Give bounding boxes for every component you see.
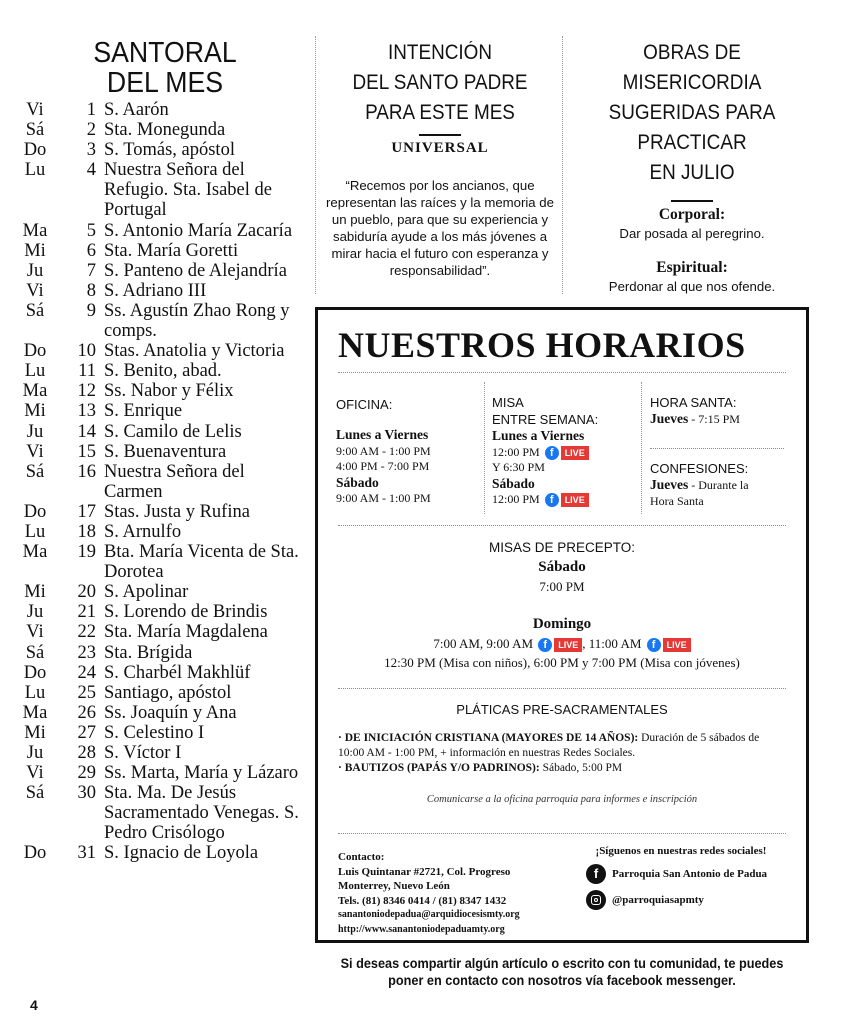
day-number: 25: [77, 682, 96, 703]
precept-sunday-times: 7:00 AM, 9:00 AM f LIVE , 11:00 AM f LIVE: [318, 634, 806, 653]
dotted-divider: [338, 372, 786, 373]
works-of-mercy-title: OBRAS DE MISERICORDIA SUGERIDAS PARA PRACTICAR EN JULIO: [608, 41, 776, 184]
saint-name: S. Camilo de Lelis: [104, 421, 242, 442]
saint-row: [0, 703, 310, 723]
facebook-live-badge[interactable]: [538, 638, 582, 652]
column-divider: [562, 36, 563, 294]
day-number: 2: [86, 120, 96, 141]
contact-phones: Tels. (81) 8346 0414 / (81) 8347 1432: [338, 894, 507, 907]
confessions-label: CONFESIONES:: [650, 461, 749, 476]
day-number: 12: [77, 381, 96, 402]
confessions-time: Hora Santa: [650, 493, 704, 508]
saint-row: [0, 221, 310, 241]
weekday: Do: [23, 662, 47, 683]
weekday-label: ENTRE SEMANA:: [492, 412, 599, 427]
mass-label: MISA: [492, 395, 524, 410]
saint-row: [0, 160, 310, 220]
saint-name: Sta. Monegunda: [104, 120, 226, 141]
saint-name: Stas. Anatolia y Victoria: [104, 341, 285, 362]
intention-quote: “Recemos por los ancianos, que representan las raíces y la memoria de un pueblo, para que su experiencia y sabiduría ayude a los más jóvenes a mirar hacia el futuro con esperanza y responsabilidad”.: [326, 178, 554, 278]
saint-row: [0, 542, 310, 582]
weekday: Lu: [24, 361, 46, 382]
day-number: 26: [77, 702, 96, 723]
corporal-label: Corporal:: [658, 206, 726, 223]
saint-row: [0, 763, 310, 783]
saint-name: S. Víctor I: [104, 743, 182, 763]
schedule-box: [315, 307, 809, 943]
weekday: Do: [23, 843, 47, 864]
holy-hour-day: Jueves: [650, 411, 689, 426]
saint-name: Sta. María Goretti: [104, 240, 239, 261]
weekday: Sá: [25, 120, 45, 141]
mass-weekday-time: 12:00 PM: [492, 444, 540, 459]
saint-row: [0, 723, 310, 743]
santoral-list: [0, 100, 310, 864]
holy-hour: [650, 394, 790, 428]
precept-sunday-label: Domingo: [532, 616, 592, 632]
day-number: 9: [86, 300, 96, 321]
contact-info: [338, 850, 578, 937]
talks-note: Comunicarse a la oficina parroquia para informes e inscripción: [426, 794, 698, 805]
saint-name: Ss. Marta, María y Lázaro: [104, 763, 299, 784]
weekday-mass: [492, 394, 640, 508]
day-number: 4: [86, 160, 96, 181]
holy-hour-label: HORA SANTA:: [650, 395, 737, 410]
saint-name: Sta. María Magdalena: [104, 622, 268, 643]
saint-name: Stas. Justa y Rufina: [104, 501, 250, 522]
office-saturday-hours: 9:00 AM - 1:00 PM: [336, 491, 431, 505]
confessions-day: Jueves: [650, 477, 689, 492]
office-weekday-label: Lunes a Viernes: [336, 427, 429, 442]
saint-name: S. Enrique: [104, 401, 183, 422]
facebook-live-badge[interactable]: [545, 446, 589, 460]
mass-saturday-time: 12:00 PM: [492, 492, 540, 506]
saint-name: S. Adriano III: [104, 280, 207, 301]
saint-name: S. Panteno de Alejandría: [104, 260, 287, 281]
day-number: 14: [77, 421, 96, 442]
saint-row: [0, 643, 310, 663]
espiritual-text: Perdonar al que nos ofende.: [608, 279, 776, 294]
precept-masses: [318, 538, 806, 672]
day-number: 3: [86, 140, 96, 161]
day-number: 30: [77, 783, 96, 804]
title-rule: [671, 200, 713, 202]
weekday: Do: [23, 140, 47, 161]
live-label: LIVE: [561, 446, 589, 460]
weekday: Ma: [22, 220, 48, 241]
saint-row: [0, 582, 310, 602]
weekday: Lu: [24, 682, 46, 703]
saint-name: S. Tomás, apóstol: [104, 140, 235, 161]
contact-email[interactable]: sanantoniodepadua@arquidiocesismty.org: [338, 909, 520, 920]
social-media: [586, 844, 776, 910]
day-number: 7: [86, 260, 96, 281]
saint-name: Ss. Agustín Zhao Rong y comps.: [104, 300, 290, 342]
day-number: 5: [86, 220, 96, 241]
column-divider: [484, 382, 485, 514]
precept-saturday-label: Sábado: [538, 559, 586, 575]
mass-weekday-label: Lunes a Viernes: [492, 428, 585, 443]
day-number: 17: [77, 501, 96, 522]
saint-name: S. Apolinar: [104, 582, 189, 603]
saint-row: [0, 522, 310, 542]
saint-row: [0, 743, 310, 763]
weekday: Mi: [24, 401, 46, 422]
saint-name: Bta. María Vicenta de Sta. Dorotea: [104, 542, 299, 583]
facebook-icon: f: [545, 446, 559, 460]
saint-row: [0, 622, 310, 642]
day-number: 19: [77, 542, 96, 563]
instagram-link[interactable]: [586, 890, 776, 910]
weekday: Sá: [25, 461, 45, 482]
day-number: 22: [77, 622, 96, 643]
day-number: 15: [77, 441, 96, 462]
saint-name: S. Ignacio de Loyola: [104, 843, 259, 864]
precept-sunday-times-extra: 12:30 PM (Misa con niños), 6:00 PM y 7:00 PM (Misa con jóvenes): [384, 655, 740, 670]
talks-title: PLÁTICAS PRE-SACRAMENTALES: [456, 702, 668, 717]
day-number: 21: [77, 602, 96, 623]
facebook-live-badge[interactable]: [647, 638, 691, 652]
day-number: 13: [77, 401, 96, 422]
weekday: Vi: [26, 100, 44, 120]
day-number: 20: [77, 582, 96, 603]
confessions-time: - Durante la: [688, 478, 749, 492]
title-rule: [419, 134, 461, 136]
works-of-mercy-section: [568, 38, 816, 294]
saint-row: [0, 663, 310, 683]
saint-row: [0, 140, 310, 160]
facebook-icon: f: [538, 638, 552, 652]
saint-name: Sta. Brígida: [104, 642, 193, 663]
weekday: Mi: [24, 240, 46, 261]
saint-row: [0, 241, 310, 261]
saint-name: Ss. Joaquín y Ana: [104, 702, 237, 723]
saint-row: [0, 502, 310, 522]
corporal-text: Dar posada al peregrino.: [619, 226, 765, 241]
saint-row: [0, 422, 310, 442]
office-label: OFICINA:: [336, 397, 393, 412]
page-number: 4: [30, 997, 38, 1013]
dotted-divider: [338, 833, 786, 834]
facebook-icon: f: [545, 493, 559, 507]
day-number: 31: [77, 843, 96, 864]
day-number: 10: [77, 341, 96, 362]
contact-city: Monterrey, Nuevo León: [338, 880, 450, 892]
weekday: Ma: [22, 702, 48, 723]
saint-name: S. Antonio María Zacaría: [104, 220, 293, 241]
saint-row: [0, 442, 310, 462]
day-number: 24: [77, 662, 96, 683]
day-number: 6: [86, 240, 96, 261]
saint-row: [0, 361, 310, 381]
live-label: LIVE: [554, 638, 582, 652]
weekday: Ma: [22, 381, 48, 402]
saint-row: [0, 100, 310, 120]
precept-label: MISAS DE PRECEPTO:: [488, 540, 636, 555]
saint-row: [0, 602, 310, 622]
day-number: 29: [77, 763, 96, 784]
saint-row: [0, 843, 310, 863]
facebook-icon: f: [647, 638, 661, 652]
day-number: 1: [86, 100, 96, 120]
day-number: 27: [77, 722, 96, 743]
weekday: Mi: [24, 582, 46, 603]
saint-row: [0, 462, 310, 502]
papal-intention-section: [318, 38, 562, 279]
precept-saturday-time: 7:00 PM: [539, 579, 585, 594]
saint-name: Nuestra Señora del Refugio. Sta. Isabel de Portugal: [104, 160, 272, 221]
weekday: Mi: [24, 722, 46, 743]
day-number: 11: [78, 361, 96, 382]
weekday: Vi: [26, 441, 44, 462]
saint-row: [0, 683, 310, 703]
saint-row: [0, 301, 310, 341]
weekday: Do: [23, 501, 47, 522]
saint-name: S. Buenaventura: [104, 441, 227, 462]
weekday: Sá: [25, 783, 45, 804]
saint-row: [0, 381, 310, 401]
weekday: Lu: [24, 160, 46, 181]
weekday: Vi: [26, 280, 44, 301]
facebook-link[interactable]: [586, 864, 776, 884]
intention-kind: UNIVERSAL: [391, 140, 489, 156]
saint-row: [0, 341, 310, 361]
holy-hour-time: - 7:15 PM: [688, 412, 740, 426]
mass-saturday-label: Sábado: [492, 475, 535, 491]
office-weekday-hours: 4:00 PM - 7:00 PM: [336, 459, 430, 473]
weekday: Ma: [22, 542, 48, 563]
dotted-divider: [650, 448, 784, 449]
facebook-live-badge[interactable]: [545, 493, 589, 507]
dotted-divider: [338, 525, 786, 526]
social-title: ¡Síguenos en nuestras redes sociales!: [595, 845, 767, 857]
live-label: LIVE: [561, 493, 589, 507]
column-divider: [641, 382, 642, 514]
saint-row: [0, 401, 310, 421]
contact-label: Contacto:: [338, 851, 385, 863]
live-label: LIVE: [663, 638, 691, 652]
weekday: Ju: [26, 743, 44, 763]
office-weekday-hours: 9:00 AM - 1:00 PM: [336, 443, 431, 458]
saint-row: [0, 783, 310, 843]
office-saturday-label: Sábado: [336, 474, 379, 490]
saint-row: [0, 281, 310, 301]
day-number: 23: [77, 642, 96, 663]
saint-name: Ss. Nabor y Félix: [104, 381, 234, 402]
saint-name: Santiago, apóstol: [104, 682, 232, 703]
day-number: 18: [77, 521, 96, 542]
contact-address: Luis Quintanar #2721, Col. Progreso: [338, 865, 511, 878]
saint-name: Nuestra Señora del Carmen: [104, 461, 245, 502]
weekday: Do: [23, 341, 47, 362]
santoral-section: [0, 38, 310, 864]
santoral-title: SANTORAL DEL MES: [93, 37, 237, 99]
saint-name: S. Benito, abad.: [104, 361, 222, 382]
weekday: Sá: [25, 300, 45, 321]
weekday: Vi: [26, 763, 44, 784]
papal-intention-title: INTENCIÓN DEL SANTO PADRE PARA ESTE MES: [352, 41, 528, 124]
saint-name: S. Charbél Makhlüf: [104, 662, 251, 683]
saint-row: [0, 261, 310, 281]
footer-message: Si deseas compartir algún artículo o escrito con tu comunidad, te puedes poner en contacto con nosotros vía facebook messenger.: [340, 956, 784, 988]
office-hours: [336, 396, 481, 507]
pre-sacramental-talks: [338, 702, 786, 807]
saint-name: S. Arnulfo: [104, 521, 182, 542]
instagram-handle: @parroquiasapmty: [612, 894, 704, 906]
facebook-page-name: Parroquia San Antonio de Padua: [612, 868, 768, 880]
instagram-icon: [586, 890, 606, 910]
weekday: Ju: [26, 260, 44, 281]
dotted-divider: [338, 688, 786, 689]
weekday: Ju: [26, 602, 44, 623]
weekday: Vi: [26, 622, 44, 643]
saint-name: Sta. Ma. De Jesús Sacramentado Venegas. S. Pedro Crisólogo: [104, 783, 299, 844]
day-number: 8: [86, 280, 96, 301]
day-number: 16: [77, 461, 96, 482]
saint-name: S. Lorendo de Brindis: [104, 602, 268, 623]
espiritual-label: Espiritual:: [656, 259, 728, 276]
contact-website[interactable]: http://www.sanantoniodepaduamty.org: [338, 923, 505, 935]
mass-weekday-time: Y 6:30 PM: [492, 460, 545, 474]
confessions: [650, 460, 790, 509]
weekday: Lu: [24, 521, 46, 542]
saint-name: S. Celestino I: [104, 722, 205, 743]
saint-name: S. Aarón: [104, 100, 169, 120]
saint-row: [0, 120, 310, 140]
facebook-icon: f: [586, 864, 606, 884]
schedule-title: NUESTROS HORARIOS: [338, 325, 746, 365]
talk-item: · DE INICIACIÓN CRISTIANA (MAYORES DE 14 AÑOS): Duración de 5 sábados de 10:00 AM - 1:00 PM, + información en nuestras Redes Sociales.: [338, 732, 760, 759]
day-number: 28: [77, 743, 96, 763]
column-divider: [315, 36, 316, 294]
weekday: Sá: [25, 642, 45, 663]
weekday: Ju: [26, 421, 44, 442]
talk-item: · BAUTIZOS (PAPÁS Y/O PADRINOS): Sábado, 5:00 PM: [338, 762, 623, 774]
